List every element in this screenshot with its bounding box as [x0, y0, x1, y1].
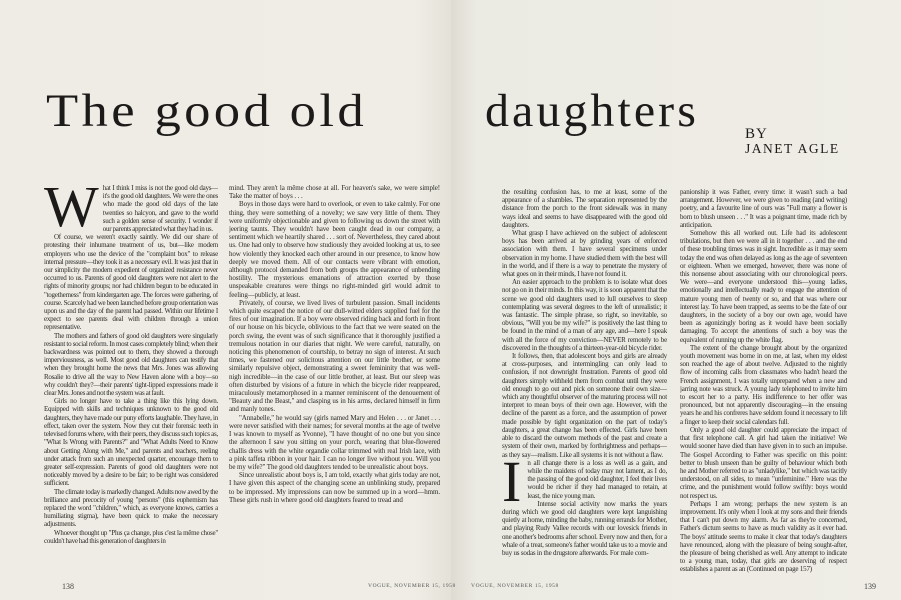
paragraph: Privately, of course, we lived lives of turbulent passion. Small incidents which quite escaped the notice of our dull-witted elders supplied fuel for the fires of our imagination. If a boy were observed riding back and forth in front of our house on his bicycle, oblivious to the fact that we were seated on the porch swing, the event was of such significance that it thoroughly justified a tremulous notation in our diaries that night. We were careful, naturally, on noticing this phenomenon of courtship, to betray no sign of interest. At such times, we fastened our solicitous attention on our little brother, or some similarly repulsive object, demonstrating a sweet femininity that was well-nigh incredible—in the case of our little brother, at least. But our sleep was often disturbed by visions of a future in which the bicycle rider reappeared, miraculously metamorphosed in a manner reminiscent of the denouement of "Beauty and the Beast," and clasping us in his arms, declared himself in firm and manly tones.	[229, 298, 440, 414]
article-column-1	[44, 184, 218, 576]
paragraph: Boys in those days were hard to overlook, or even to take calmly. For one thing, they were something of a novelty; we saw very little of them. They were uniformly objectionable and given to following us down the street with jeering taunts. They wouldn't have been caught dead in our company, a sentiment which we heartily shared . . . sort of. Nevertheless, they cared about us. One had only to observe how studiously they avoided looking at us, to see how violently they knocked each other around in our presence, to know how deeply we moved them. All of our contacts were vibrant with emotion, although protocol demanded from both groups the appearance of unbending hostility. The mysterious emanations of attraction exerted by those unspeakable creatures were things no right-minded girl would admit to feeling—publicly, at least.	[229, 200, 440, 299]
paragraph: "Annabelle," he would say (girls named Mary and Helen . . . or Janet . . . were never satisfied with their names; for several months at the age of twelve I was known to myself as Yvonne), "I have thought of no one but you since the afternoon I saw you sitting on your porch, wearing that blue-flowered challis dress with the white organdie collar trimmed with real Irish lace, with a pink taffeta ribbon in your hair. I can no longer live without you. Will you be my wife?" The good old daughters tended to be unrealistic about boys.	[229, 413, 440, 471]
paragraph: Only a good old daughter could appreciate the impact of that first telephone call. A girl had taken the initiative! We would sooner have died than have given in to such an impulse. The Gospel According to Father was specific on this point: better to blush unseen than be guilty of behaviour which both he and Mother referred to as "unladylike," but which was tacitly understood, on all sides, to mean "unfeminine." Here was the crime, and the punishment would follow swiftly: boys would not respect us.	[680, 425, 847, 500]
headline-left: The good old	[46, 85, 368, 137]
paragraph: mind. They aren't la même chose at all. For heaven's sake, we were simple! Take the matter of boys . . .	[229, 184, 440, 201]
paragraph: Of course, we weren't exactly saintly. We did our share of protesting their inhumane treatment of us, but—like modern employers who use the device of the "complaint box" to release internal pressure—they took it as a necessary evil. It was just that in our simplicity the modern expedient of organized resistance never occurred to us. Parents of good old daughters were not alert to the rights of minority groups; nor had children begun to be educated in "togetherness" from kindergarten age. The forces were gathering, of course. Scarcely had we been launched before group orientation was upon us and the day of the parent had passed. Within our lifetime I expect to see parents deal with children through a union representative.	[44, 233, 218, 332]
byline-by: BY	[745, 126, 768, 142]
paragraph: What grasp I have achieved on the subject of adolescent boys has been arrived at by grinding years of enforced association with them. I have several specimens under observation in my home. I have studied them with the best will in the world, and if there is a way to penetrate the mystery of what goes on in their minds, I have not found it.	[502, 229, 667, 279]
paragraph: the resulting confusion has, to me at least, some of the appearance of a shambles. The separation represented by the distance from the porch to the front sidewalk was in many ways ideal and seems to have disappeared with the good old daughters.	[502, 188, 667, 229]
paragraph: n all change there is a loss as well as a gain, and while the maidens of today may not lament, as I do, the passing of the good old daughter, I feel their lives would be richer if they had managed to retain, at least, the nice young man.	[527, 458, 667, 500]
paragraph: The extent of the change brought about by the organized youth movement was borne in on me, at last, when my eldest son reached the age of about twelve. Adjusted to the nightly flow of incoming calls from classmates who hadn't heard the French assignment, I was totally unprepared when a new and jarring note was struck. A young lady telephoned to invite him to escort her to a party. His indifference to her offer was pronounced, but not apparently discouraging—in the ensuing years he and his confreres have seldom found it necessary to lift a finger to keep their social calendars full.	[680, 343, 847, 426]
paragraph: panionship it was Father, every time: it wasn't such a bad arrangement. However, we were given to reading (and writing) poetry, and a favourite line of ours was "Full many a flower is born to blush unseen . . ." It was a poignant time, made rich by anticipation.	[680, 188, 847, 229]
paragraph: Somehow this all worked out. Life had its adolescent tribulations, but then we were all in it together . . . and the end of these troubling times was in sight. Incredible as it may seem today the end was often delayed as long as the age of seventeen or eighteen. When we emerged, however, there was none of this nonsense about associating with our chronological peers. We were—and everyone understood this—young ladies, emotionally and intellectually ready to engage the attention of mature young men of twenty or so, and that was where our interest lay. To have been trapped, as seems to be the fate of our daughters, in the society of a boy our own age, would have been as agonizingly boring as it would have been socially damaging. To accept the attentions of such a boy was the equivalent of running up the white flag.	[680, 229, 847, 344]
article-column-2	[229, 184, 440, 576]
paragraph: hat I think I miss is not the good old days—it's the good old daughters. We were the ones who made the good old days of the late twenties so halcyon, and gave to the world such a golden sense of security. I wonder if our parents appreciated what they had in us.	[102, 184, 218, 234]
paragraph: The mothers and fathers of good old daughters were singularly resistant to social reform. In most cases completely blind; when their backwardness was pointed out to them, they showed a thorough imperviousness, as well. Most good old daughters can testify that when they brought home the news that Mrs. Jones was allowing Rosalie to drive all the way to New Haven alone with a boy—so why couldn't they?—their parents' tight-lipped expressions made it clear Mrs. Jones and not the system was at fault.	[44, 331, 218, 398]
folio-right: VOGUE, NOVEMBER 15, 1958	[471, 583, 559, 589]
article-column-3	[502, 188, 667, 576]
paragraph: It follows, then, that adolescent boys and girls are already at cross-purposes, and intermingling can only lead to confusion, if not downright frustration. Parents of good old daughters simply withheld them from combat until they were old enough to go out and pick on someone their own size—which any thoughtful observer of the maturing process will not interpret to mean boys of their own age. However, with the decline of the parent as a force, and the assumption of power made possible by tight organization on the part of today's daughters, a great change has been effected. Girls have been able to discard the outworn methods of the past and create a system of their own, marked by forthrightness and perhaps—as they say—realism. Like all systems it is not without a flaw.	[502, 352, 667, 459]
page-number-left: 138	[62, 582, 74, 591]
headline-right: daughters	[485, 85, 699, 137]
paragraph: Perhaps I am wrong; perhaps the new system is an improvement. It's only when I look at my sons and their friends that I can't put down my alarm. As far as they're concerned, Father's dictum seems to have as much validity as it ever had. The boys' attitude seems to make it clear that today's daughters have renounced, along with the pleasure of being sought-after, the pleasure of being cherished as well. Any attempt to indicate to a young man, today, that girls are deserving of respect establishes a parent as an (Continued on page 157)	[680, 499, 847, 574]
folio-left: VOGUE, NOVEMBER 15, 1958	[368, 583, 456, 589]
drop-cap: I	[502, 448, 522, 514]
article-column-4	[680, 188, 847, 576]
paragraph: Whoever thought up "Plus ça change, plus c'est la même chose" couldn't have had this generation of daughters in	[44, 528, 218, 545]
byline-author: JANET AGLE	[745, 141, 840, 156]
paragraph: Girls no longer have to take a thing like this lying down. Equipped with skills and techniques unknown to the good old daughters, they have made our puny efforts laughable. They have, in effect, taken over the system. Now they cut their forensic teeth in televised forums where, with their peers, they discuss such topics as, "What Is Wrong with Parents?" and "What Adults Need to Know about Getting Along with Me," and parents and teachers, reeling under attack from such an unexpected quarter, encourage them to greater self-expression. Parents of good old daughters were not noticeably moved by a desire to be fair; to be right was considered sufficient.	[44, 397, 218, 488]
paragraph: Intense social activity now marks the years during which we good old daughters were kept languishing quietly at home, minding the baby, running errands for Mother, and playing Rudy Vallee records with our lovesick friends in one another's bedrooms after school. Every now and then, for a whale of a treat, someone's father would take us to a movie and buy us sodas in the drugstore afterwards. For male com-	[502, 499, 667, 557]
drop-cap: W	[44, 184, 99, 239]
paragraph: The climate today is markedly changed. Adults now awed by the brilliance and precocity of young "persons" (this euphemism has replaced the word "children," which, as everyone knows, carries a humiliating stigma), have been quick to make the necessary adjustments.	[44, 487, 218, 529]
page-number-right: 139	[864, 582, 876, 591]
paragraph: Since unrealistic about boys is, I am told, exactly what girls today are not, I have given this aspect of the changing scene an unblinking study, prepared to be impressed. My impressions can now be summed up in a word—hmm. These girls rush in where good old daughters feared to tread and	[229, 471, 440, 504]
paragraph: An easier approach to the problem is to isolate what does not go on in their minds. In this way, it is soon apparent that the scene we good old daughters used to lull ourselves to sleep contemplating was several degrees to the left of unrealistic; it was fantastic. The simple phrase, so right, so inevitable, so obvious, "Will you be my wife?" is positively the last thing to be found in the mind of a man of any age, and—here I speak with all the force of my conviction—NEVER remotely to be discovered in the thoughts of a thirteen-year-old bicycle rider.	[502, 278, 667, 352]
